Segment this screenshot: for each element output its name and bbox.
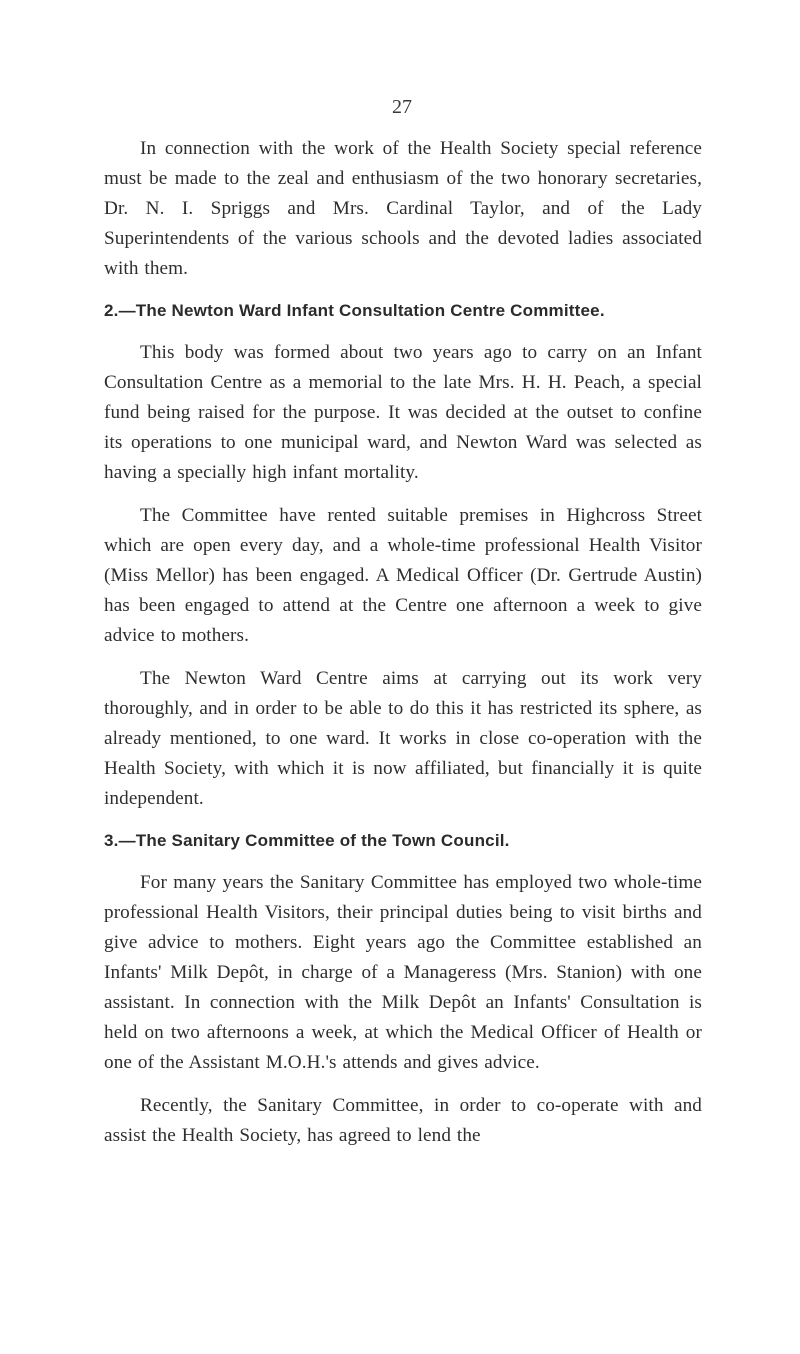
section-2-heading: 2.—The Newton Ward Infant Consultation Centre Committee.	[104, 301, 605, 320]
section-3	[104, 828, 702, 1151]
section-3-paragraph-2: Recently, the Sanitary Committee, in order to co-operate with and assist the Health Society, has agreed to lend the	[104, 1095, 702, 1146]
section-2-paragraph-3: The Newton Ward Centre aims at carrying out its work very thoroughly, and in order to be able to do this it has restricted its sphere, as already mentioned, to one ward. It works in close co-operation with the Health Society, with which it is now affiliated, but financially it is quite independent.	[104, 668, 702, 809]
section-3-heading: 3.—The Sanitary Committee of the Town Council.	[104, 831, 510, 850]
page-number: 27	[392, 96, 412, 118]
section-2	[104, 298, 702, 814]
page-body	[104, 134, 702, 1151]
section-3-paragraph-1: For many years the Sanitary Committee has employed two whole-time professional Health Visitors, their principal duties being to visit births and give advice to mothers. Eight years ago the Committee established an Infants' Milk Depôt, in charge of a Manageress (Mrs. Stanion) with one assistant. In connection with the Milk Depôt an Infants' Consultation is held on two afternoons a week, at which the Medical Officer of Health or one of the Assistant M.O.H.'s attends and gives advice.	[104, 872, 702, 1073]
intro-paragraph: In connection with the work of the Health Society special reference must be made to the zeal and enthusiasm of the two honorary secretaries, Dr. N. I. Spriggs and Mrs. Cardinal Taylor, and of the Lady Superintendents of the various schools and the devoted ladies associated with them.	[104, 138, 702, 279]
section-2-paragraph-1: This body was formed about two years ago to carry on an Infant Consultation Centre as a memorial to the late Mrs. H. H. Peach, a special fund being raised for the purpose. It was decided at the outset to confine its operations to one municipal ward, and Newton Ward was selected as having a specially high infant mortality.	[104, 342, 702, 483]
section-2-paragraph-2: The Committee have rented suitable premises in Highcross Street which are open every day, and a whole-time professional Health Visitor (Miss Mellor) has been engaged. A Medical Officer (Dr. Gertrude Austin) has been engaged to attend at the Centre one afternoon a week to give advice to mothers.	[104, 505, 702, 646]
